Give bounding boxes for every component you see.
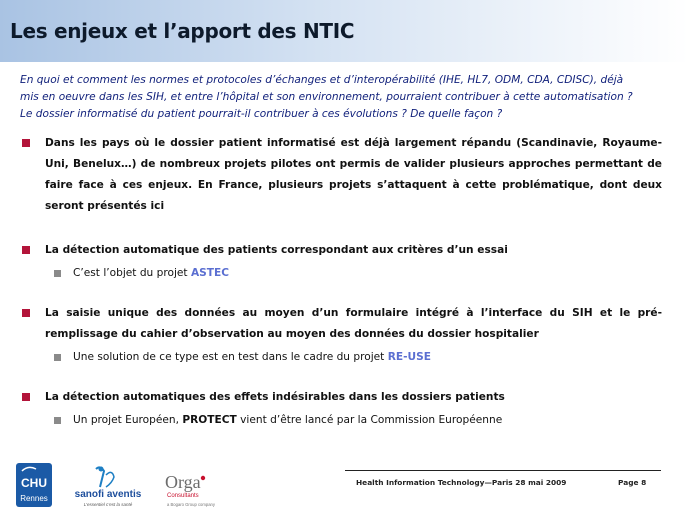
sub-bullet-item [20,347,662,367]
chu-rennes-logo [16,463,52,507]
sanofi-logo-text: sanofi aventis [74,489,142,500]
intro-question [20,72,660,123]
project-name-reuse: RE-USE [387,351,431,363]
bullet-item [20,240,662,261]
rennes-logo-text: Rennes [20,494,48,503]
chu-logo-text: CHU [21,476,47,490]
bullet-text: Dans les pays où le dossier patient informatisé est déjà largement répandu (Scandinavie, Royaume-Uni, Benelux…) de nombreux projets pilotes ont permis de valider plusieurs approches permettant de faire face à ces enjeux. En France, plusieurs projets s’attaquent à cette problématique, dont deux seront présentés ici [45,137,662,212]
sub-bullet-item [20,263,662,283]
orga-logo-text: Orga [165,472,201,492]
sub-bullet-text: C’est l’objet du projet [73,267,191,279]
bullet-item [20,133,662,217]
footer-divider [345,470,661,471]
project-name-protect: PROTECT [182,414,237,426]
page-number: Page 8 [618,478,647,487]
sub-bullet-text: vient d’être lancé par la Commission Européenne [236,414,503,426]
sanofi-tagline: L’essentiel c’est la santé [83,502,133,507]
sub-bullet-item [20,410,662,430]
sub-bullet-text: Une solution de ce type est en test dans le cadre du projet [73,351,388,363]
bullet-text: La saisie unique des données au moyen d’un formulaire intégré à l’interface du SIH et le pré-remplissage du cahier d’observation au moyen des données du dossier hospitalier [45,307,662,340]
sanofi-aventis-logo [66,465,150,509]
sub-bullet-square-icon [54,354,61,361]
sub-bullet-text: Un projet Européen, [73,414,183,426]
footer-event: Health Information Technology—Paris 28 mai 2009 [356,478,567,487]
orga-tagline: a Bogaro Group company [167,502,215,507]
bullet-item [20,387,662,408]
slide-title: Les enjeux et l’apport des NTIC [10,19,355,43]
intro-line: Le dossier informatisé du patient pourrait-il contribuer à ces évolutions ? De quelle façon ? [20,108,503,120]
sub-bullet-square-icon [54,270,61,277]
bullet-square-icon [22,309,30,317]
bullet-text: La détection automatiques des effets indésirables dans les dossiers patients [45,391,505,403]
bullet-text: La détection automatique des patients correspondant aux critères d’un essai [45,244,508,256]
orga-sub-text: Consultants [167,493,199,499]
bullet-item [20,303,662,345]
bullet-square-icon [22,393,30,401]
bullet-square-icon [22,139,30,147]
bullet-list [20,133,662,430]
bullet-square-icon [22,246,30,254]
intro-line: En quoi et comment les normes et protocoles d’échanges et d’interopérabilité (IHE, HL7, ODM, CDA, CDISC), déjà [20,74,624,86]
orga-consultants-logo [163,470,235,510]
intro-line: mis en oeuvre dans les SIH, et entre l’hôpital et son environnement, pourraient contribuer à cette automatisation ? [20,91,633,103]
sub-bullet-square-icon [54,417,61,424]
project-name-astec: ASTEC [190,267,230,279]
